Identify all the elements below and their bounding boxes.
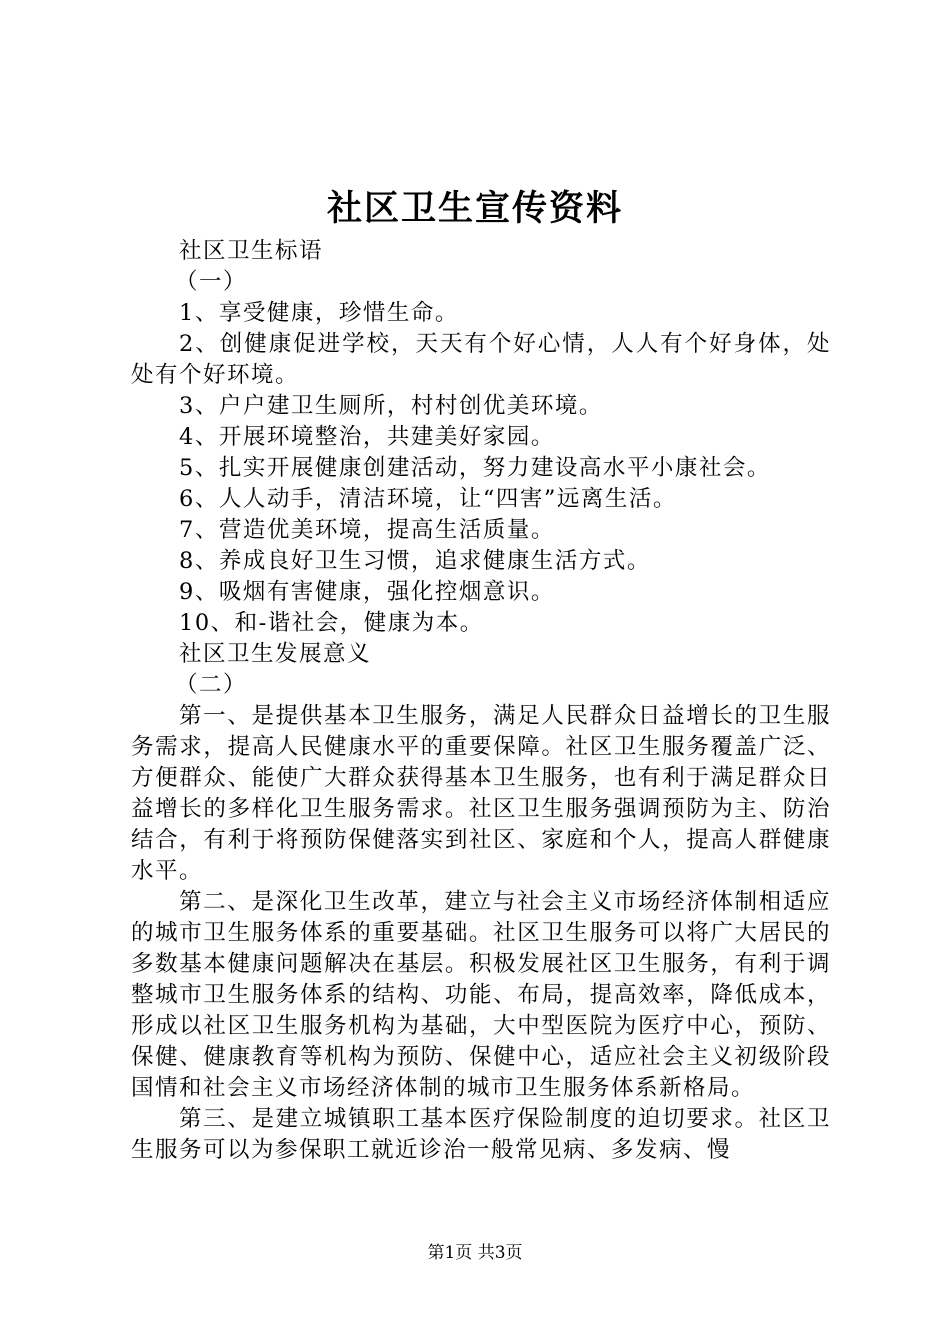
section-number-one: （一） [175, 269, 248, 295]
section-heading-significance: 社区卫生发展意义 [179, 641, 372, 667]
slogan-item: 10、和-谐社会，健康为本。 [179, 610, 484, 636]
slogan-item: 5、扎实开展健康创建活动，努力建设高水平小康社会。 [179, 455, 771, 481]
slogan-item: 4、开展环境整治，共建美好家园。 [179, 424, 555, 450]
body-paragraph: 第一、是提供基本卫生服务，满足人民群众日益增长的卫生服务需求，提高人民健康水平的重要保障。社区卫生服务覆盖广泛、方便群众、能使广大群众获得基本卫生服务，也有利于满足群众日益增长的多样化卫生服务需求。社区卫生服务强调预防为主、防治结合，有利于将预防保健落实到社区、家庭和个人，提高人群健康水平。 [131, 703, 831, 884]
slogan-item: 6、人人动手，清洁环境，让“四害”远离生活。 [179, 486, 677, 512]
slogan-item: 8、养成良好卫生习惯，追求健康生活方式。 [179, 548, 651, 574]
slogan-item: 9、吸烟有害健康，强化控烟意识。 [179, 579, 555, 605]
section-heading-slogans: 社区卫生标语 [179, 238, 324, 264]
slogan-item: 1、享受健康，珍惜生命。 [179, 300, 459, 326]
document-title: 社区卫生宣传资料 [326, 188, 623, 229]
slogan-item: 2、创健康促进学校，天天有个好心情，人人有个好身体，处处有个好环境。 [131, 331, 831, 388]
page-footer: 第1页 共3页 [427, 1243, 523, 1263]
slogan-item: 3、户户建卫生厕所，村村创优美环境。 [179, 393, 603, 419]
slogan-item: 7、营造优美环境，提高生活质量。 [179, 517, 555, 543]
body-paragraph: 第二、是深化卫生改革，建立与社会主义市场经济体制相适应的城市卫生服务体系的重要基础。社区卫生服务可以将广大居民的多数基本健康问题解决在基层。积极发展社区卫生服务，有利于调整城市卫生服务体系的结构、功能、布局，提高效率，降低成本，形成以社区卫生服务机构为基础，大中型医院为医疗中心，预防、保健、健康教育等机构为预防、保健中心，适应社会主义初级阶段国情和社会主义市场经济体制的城市卫生服务体系新格局。 [131, 889, 831, 1101]
document-body [131, 236, 831, 1166]
body-paragraph: 第三、是建立城镇职工基本医疗保险制度的迫切要求。社区卫生服务可以为参保职工就近诊治一般常见病、多发病、慢 [131, 1106, 831, 1163]
section-number-two: （二） [175, 672, 248, 698]
